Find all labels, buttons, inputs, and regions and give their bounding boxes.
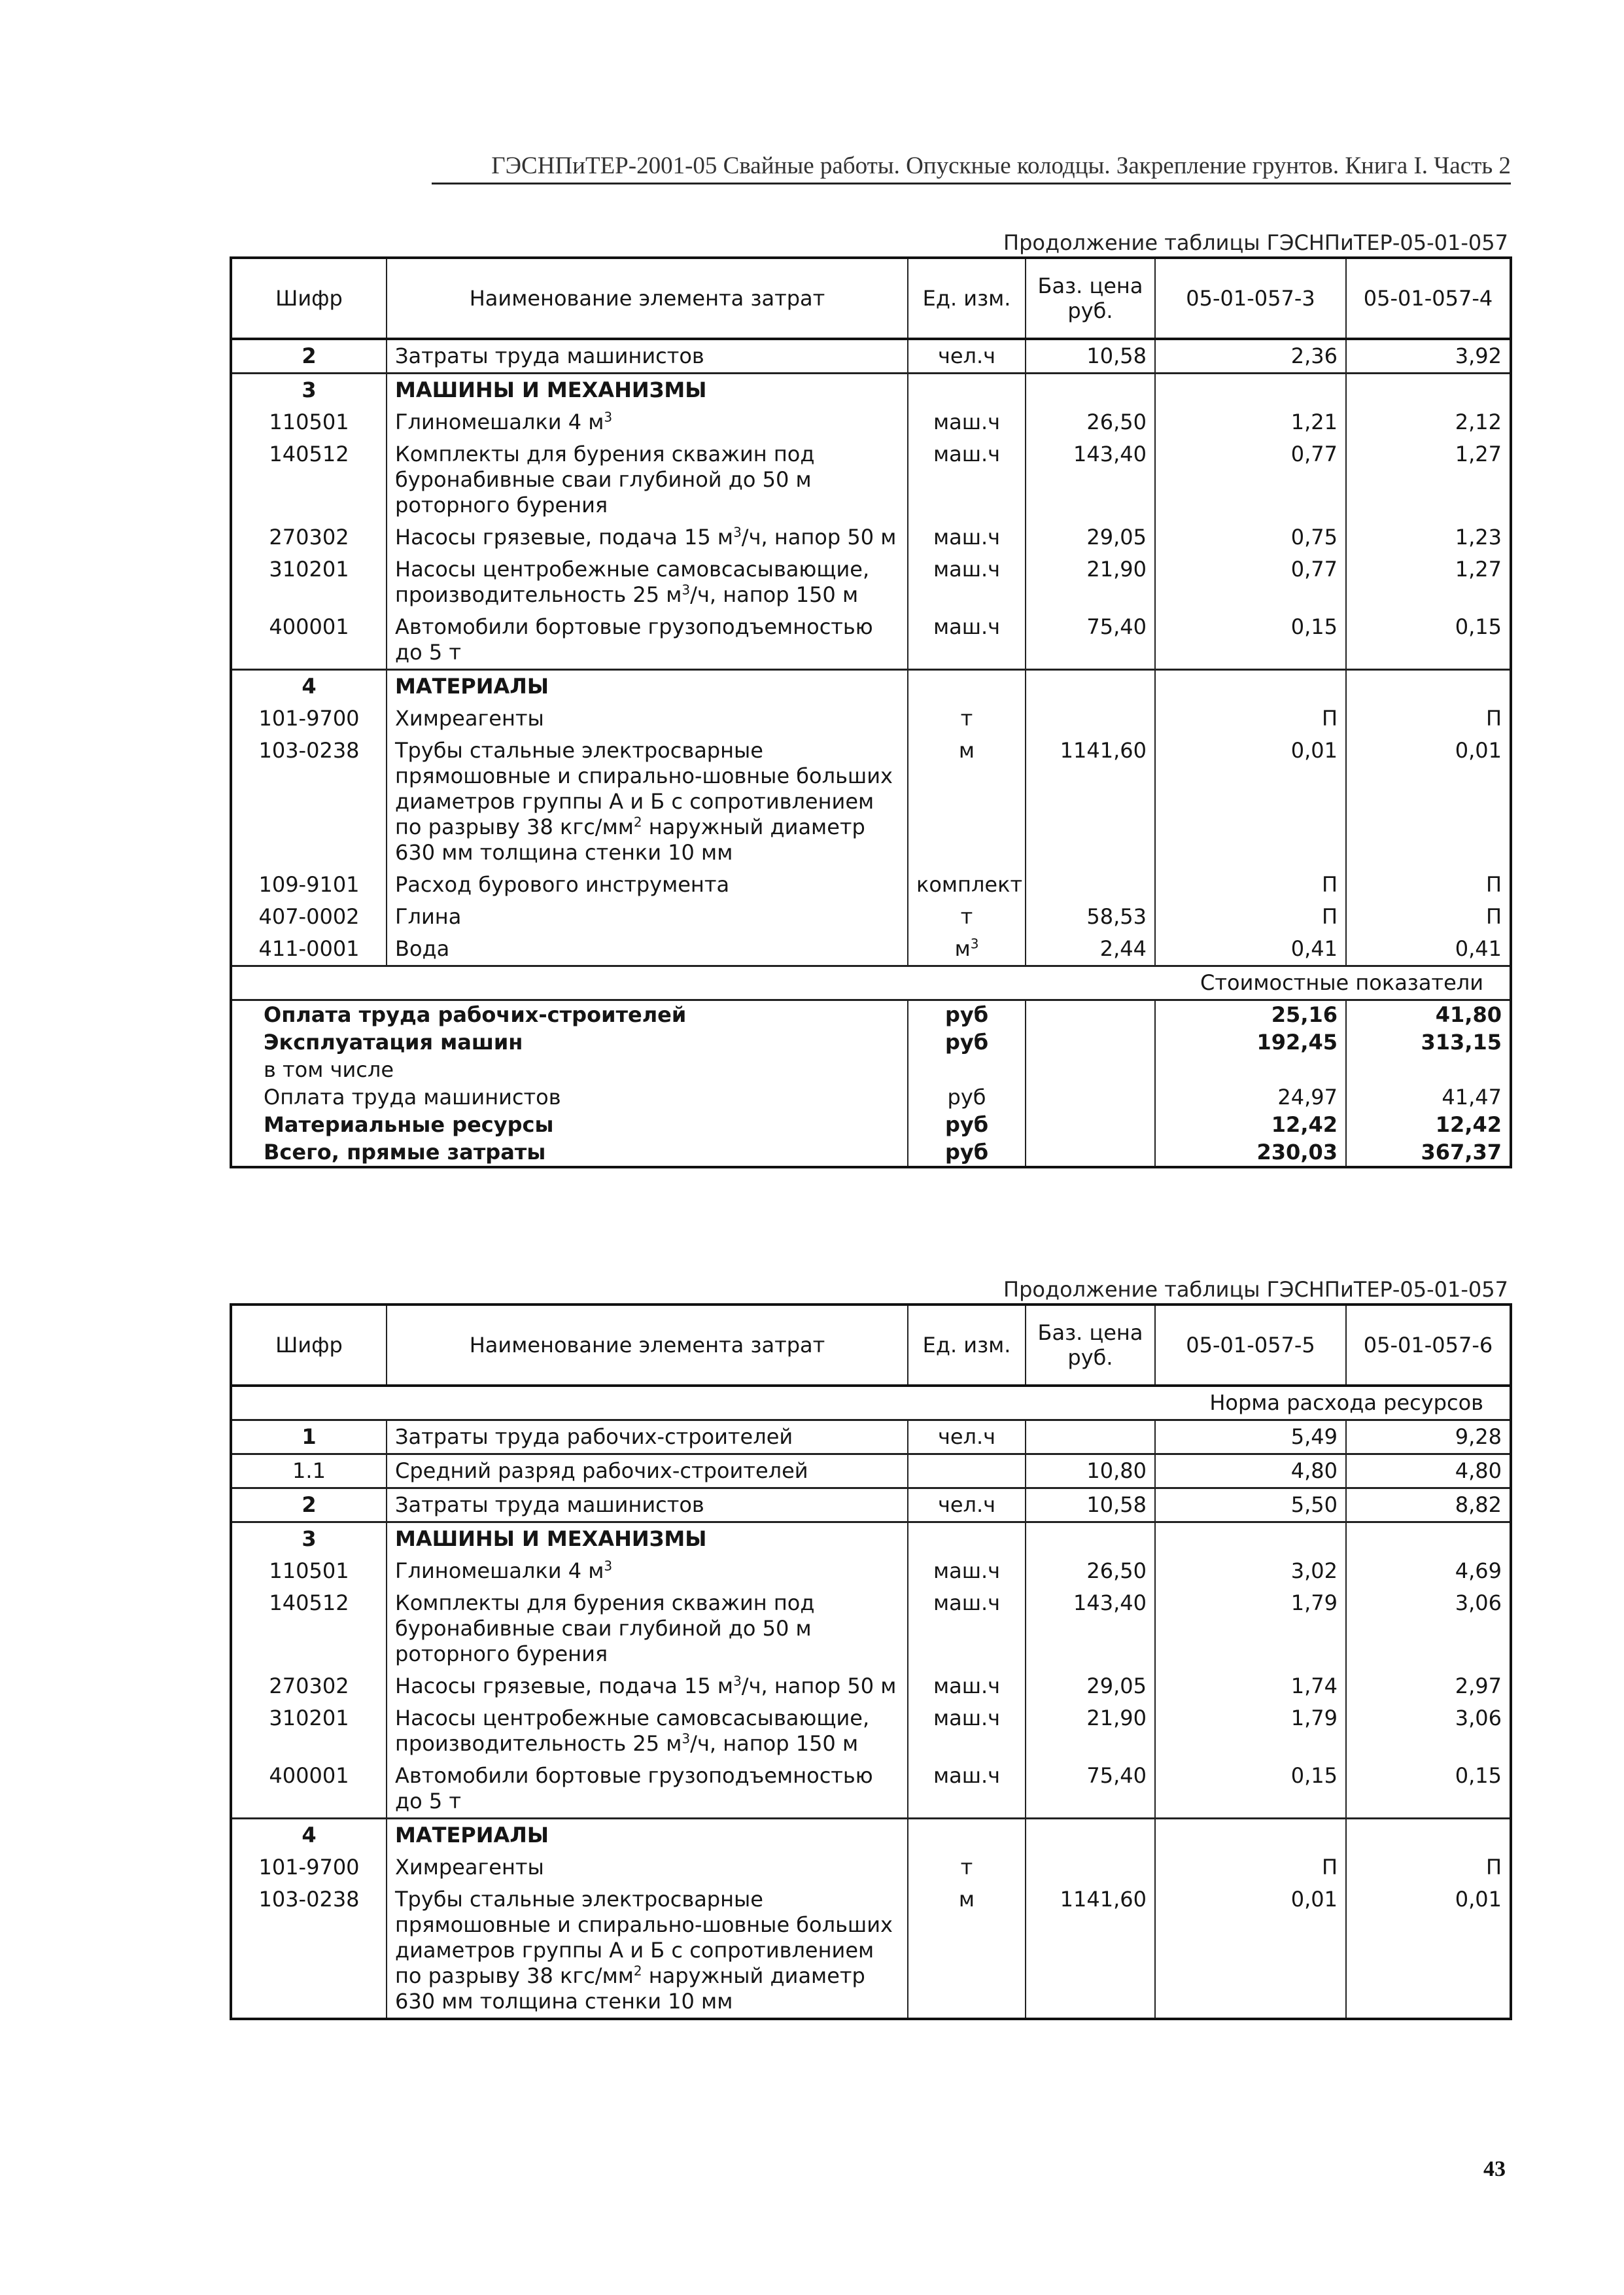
summary-unit bbox=[908, 1056, 1026, 1083]
row-name: Затраты труда машинистов bbox=[387, 339, 908, 374]
row-code: 110501 bbox=[231, 406, 387, 438]
table-row bbox=[231, 901, 1511, 933]
row-unit: комплект bbox=[908, 869, 1026, 901]
row-price: 21,90 bbox=[1026, 1702, 1155, 1760]
row-value-a: 0,15 bbox=[1155, 611, 1346, 670]
row-name: Затраты труда машинистов bbox=[387, 1488, 908, 1522]
row-unit: м bbox=[908, 735, 1026, 869]
row-code: 310201 bbox=[231, 553, 387, 611]
row-code: 400001 bbox=[231, 1760, 387, 1819]
row-value-a: 2,36 bbox=[1155, 339, 1346, 374]
summary-unit: руб bbox=[908, 1083, 1026, 1111]
section-title: МАТЕРИАЛЫ bbox=[387, 670, 908, 703]
section-row bbox=[231, 1819, 1511, 1852]
summary-row bbox=[231, 1138, 1511, 1167]
row-price: 21,90 bbox=[1026, 553, 1155, 611]
row-unit: чел.ч bbox=[908, 1420, 1026, 1454]
summary-unit: руб bbox=[908, 1138, 1026, 1167]
section-code: 4 bbox=[231, 1819, 387, 1852]
row-name: Химреагенты bbox=[387, 703, 908, 735]
row-value-b: 3,06 bbox=[1346, 1587, 1511, 1670]
summary-unit: руб bbox=[908, 1028, 1026, 1056]
table-row bbox=[231, 1420, 1511, 1454]
row-code: 400001 bbox=[231, 611, 387, 670]
row-value-b: 4,69 bbox=[1346, 1555, 1511, 1587]
row-price: 10,80 bbox=[1026, 1454, 1155, 1488]
row-name: Химреагенты bbox=[387, 1851, 908, 1883]
cost-header-row bbox=[231, 966, 1511, 1000]
row-value-a: 1,79 bbox=[1155, 1702, 1346, 1760]
row-value-a: П bbox=[1155, 869, 1346, 901]
row-value-b: П bbox=[1346, 901, 1511, 933]
row-value-b: 1,27 bbox=[1346, 438, 1511, 521]
summary-value-b: 41,47 bbox=[1346, 1083, 1511, 1111]
summary-row bbox=[231, 1056, 1511, 1083]
row-price bbox=[1026, 1851, 1155, 1883]
row-value-b: 2,97 bbox=[1346, 1670, 1511, 1702]
row-name: Затраты труда рабочих-строителей bbox=[387, 1420, 908, 1454]
col-header-price: Баз. цена руб. bbox=[1026, 1305, 1155, 1386]
row-value-a: 0,77 bbox=[1155, 438, 1346, 521]
row-unit bbox=[908, 1454, 1026, 1488]
summary-row bbox=[231, 1028, 1511, 1056]
summary-value-a: 24,97 bbox=[1155, 1083, 1346, 1111]
row-price: 29,05 bbox=[1026, 521, 1155, 553]
summary-label: Оплата труда машинистов bbox=[231, 1083, 908, 1111]
section-row bbox=[231, 374, 1511, 407]
row-value-a: 0,01 bbox=[1155, 735, 1346, 869]
row-price: 58,53 bbox=[1026, 901, 1155, 933]
row-name: Глина bbox=[387, 901, 908, 933]
col-header-b: 05-01-057-4 bbox=[1346, 258, 1511, 339]
table2 bbox=[230, 1303, 1512, 2020]
row-unit: маш.ч bbox=[908, 611, 1026, 670]
table-row bbox=[231, 735, 1511, 869]
row-code: 140512 bbox=[231, 1587, 387, 1670]
summary-value-b: 313,15 bbox=[1346, 1028, 1511, 1056]
table-row bbox=[231, 1555, 1511, 1587]
row-unit: т bbox=[908, 1851, 1026, 1883]
summary-label: Оплата труда рабочих-строителей bbox=[231, 1000, 908, 1029]
row-name: Глиномешалки 4 $м^3$ bbox=[387, 1555, 908, 1587]
row-value-a: 5,50 bbox=[1155, 1488, 1346, 1522]
row-value-b: 1,27 bbox=[1346, 553, 1511, 611]
row-value-a: 4,80 bbox=[1155, 1454, 1346, 1488]
row-value-b: 1,23 bbox=[1346, 521, 1511, 553]
row-value-a: 1,74 bbox=[1155, 1670, 1346, 1702]
summary-label: Эксплуатация машин bbox=[231, 1028, 908, 1056]
row-unit: т bbox=[908, 901, 1026, 933]
norm-header: Норма расхода ресурсов bbox=[231, 1386, 1511, 1420]
table-row bbox=[231, 869, 1511, 901]
section-code: 4 bbox=[231, 670, 387, 703]
row-value-a: 3,02 bbox=[1155, 1555, 1346, 1587]
table2-header-row bbox=[231, 1305, 1511, 1386]
row-value-b: 9,28 bbox=[1346, 1420, 1511, 1454]
col-header-price: Баз. цена руб. bbox=[1026, 258, 1155, 339]
row-code: 1.1 bbox=[231, 1454, 387, 1488]
row-value-b: П bbox=[1346, 703, 1511, 735]
table1-caption: Продолжение таблицы ГЭСНПиТЕР-05-01-057 bbox=[1003, 230, 1508, 255]
row-unit: т bbox=[908, 703, 1026, 735]
section-code: 3 bbox=[231, 374, 387, 407]
row-unit: маш.ч bbox=[908, 438, 1026, 521]
section-title: МАТЕРИАЛЫ bbox=[387, 1819, 908, 1852]
row-price bbox=[1026, 1420, 1155, 1454]
summary-value-a: 230,03 bbox=[1155, 1138, 1346, 1167]
row-unit: маш.ч bbox=[908, 1670, 1026, 1702]
row-value-a: 0,15 bbox=[1155, 1760, 1346, 1819]
col-header-code: Шифр bbox=[231, 258, 387, 339]
row-price: 29,05 bbox=[1026, 1670, 1155, 1702]
summary-value-b: 41,80 bbox=[1346, 1000, 1511, 1029]
table-row bbox=[231, 1702, 1511, 1760]
row-unit: маш.ч bbox=[908, 1760, 1026, 1819]
row-name: Вода bbox=[387, 933, 908, 966]
col-header-a: 05-01-057-5 bbox=[1155, 1305, 1346, 1386]
row-price: 1141,60 bbox=[1026, 735, 1155, 869]
row-code: 103-0238 bbox=[231, 1883, 387, 2019]
row-unit: маш.ч bbox=[908, 553, 1026, 611]
row-value-b: 8,82 bbox=[1346, 1488, 1511, 1522]
table-row bbox=[231, 1488, 1511, 1522]
col-header-code: Шифр bbox=[231, 1305, 387, 1386]
row-unit: маш.ч bbox=[908, 1702, 1026, 1760]
cost-header: Стоимостные показатели bbox=[231, 966, 1511, 1000]
row-value-a: 0,77 bbox=[1155, 553, 1346, 611]
row-code: 2 bbox=[231, 1488, 387, 1522]
col-header-unit: Ед. изм. bbox=[908, 1305, 1026, 1386]
norm-header-row bbox=[231, 1386, 1511, 1420]
table1 bbox=[230, 256, 1512, 1168]
row-value-b: 4,80 bbox=[1346, 1454, 1511, 1488]
row-code: 407-0002 bbox=[231, 901, 387, 933]
row-code: 1 bbox=[231, 1420, 387, 1454]
row-name: Средний разряд рабочих-строителей bbox=[387, 1454, 908, 1488]
row-value-b: 3,92 bbox=[1346, 339, 1511, 374]
row-value-a: 0,41 bbox=[1155, 933, 1346, 966]
row-code: 2 bbox=[231, 339, 387, 374]
table-row bbox=[231, 703, 1511, 735]
summary-value-a: 25,16 bbox=[1155, 1000, 1346, 1029]
row-price bbox=[1026, 869, 1155, 901]
row-value-b: 2,12 bbox=[1346, 406, 1511, 438]
summary-row bbox=[231, 1111, 1511, 1138]
page-number: 43 bbox=[1483, 2157, 1506, 2181]
summary-label: Всего, прямые затраты bbox=[231, 1138, 908, 1167]
table-row bbox=[231, 1883, 1511, 2019]
page-header: ГЭСНПиТЕР-2001-05 Свайные работы. Опускные колодцы. Закрепление грунтов. Книга I. Часть 2 bbox=[432, 152, 1511, 184]
col-header-name: Наименование элемента затрат bbox=[387, 258, 908, 339]
summary-value-b: 367,37 bbox=[1346, 1138, 1511, 1167]
row-name: Глиномешалки 4 $м^3$ bbox=[387, 406, 908, 438]
row-code: 109-9101 bbox=[231, 869, 387, 901]
table2-caption: Продолжение таблицы ГЭСНПиТЕР-05-01-057 bbox=[1003, 1277, 1508, 1302]
summary-label: в том числе bbox=[231, 1056, 908, 1083]
table-row bbox=[231, 438, 1511, 521]
row-value-b: П bbox=[1346, 869, 1511, 901]
row-unit: маш.ч bbox=[908, 1587, 1026, 1670]
row-value-a: П bbox=[1155, 703, 1346, 735]
table-row bbox=[231, 553, 1511, 611]
table-row bbox=[231, 611, 1511, 670]
summary-row bbox=[231, 1000, 1511, 1029]
row-name: Автомобили бортовые грузоподъемностью до 5 т bbox=[387, 1760, 908, 1819]
row-value-a: 0,01 bbox=[1155, 1883, 1346, 2019]
section-row bbox=[231, 1522, 1511, 1556]
summary-row bbox=[231, 1083, 1511, 1111]
row-value-b: 0,01 bbox=[1346, 735, 1511, 869]
row-value-a: 1,21 bbox=[1155, 406, 1346, 438]
table-row bbox=[231, 339, 1511, 374]
row-unit: м bbox=[908, 1883, 1026, 2019]
row-value-a: 1,79 bbox=[1155, 1587, 1346, 1670]
row-code: 270302 bbox=[231, 1670, 387, 1702]
row-price: 143,40 bbox=[1026, 1587, 1155, 1670]
row-name: Расход бурового инструмента bbox=[387, 869, 908, 901]
summary-value-a bbox=[1155, 1056, 1346, 1083]
row-code: 103-0238 bbox=[231, 735, 387, 869]
section-row bbox=[231, 670, 1511, 703]
col-header-a: 05-01-057-3 bbox=[1155, 258, 1346, 339]
summary-value-b: 12,42 bbox=[1346, 1111, 1511, 1138]
row-name: Комплекты для бурения скважин под буронабивные сваи глубиной до 50 м роторного бурения bbox=[387, 438, 908, 521]
section-code: 3 bbox=[231, 1522, 387, 1556]
table-row bbox=[231, 521, 1511, 553]
row-price: 75,40 bbox=[1026, 1760, 1155, 1819]
table-row bbox=[231, 1587, 1511, 1670]
row-value-b: 0,15 bbox=[1346, 1760, 1511, 1819]
col-header-b: 05-01-057-6 bbox=[1346, 1305, 1511, 1386]
row-price: 75,40 bbox=[1026, 611, 1155, 670]
table-row bbox=[231, 1670, 1511, 1702]
row-value-a: 0,75 bbox=[1155, 521, 1346, 553]
row-code: 110501 bbox=[231, 1555, 387, 1587]
row-value-b: П bbox=[1346, 1851, 1511, 1883]
summary-value-a: 192,45 bbox=[1155, 1028, 1346, 1056]
row-code: 310201 bbox=[231, 1702, 387, 1760]
row-value-a: П bbox=[1155, 901, 1346, 933]
table1-header-row bbox=[231, 258, 1511, 339]
row-code: 140512 bbox=[231, 438, 387, 521]
row-unit: $м^3$ bbox=[908, 933, 1026, 966]
col-header-unit: Ед. изм. bbox=[908, 258, 1026, 339]
summary-unit: руб bbox=[908, 1000, 1026, 1029]
row-unit: маш.ч bbox=[908, 406, 1026, 438]
row-value-b: 0,41 bbox=[1346, 933, 1511, 966]
row-unit: чел.ч bbox=[908, 1488, 1026, 1522]
row-name: Комплекты для бурения скважин под буронабивные сваи глубиной до 50 м роторного бурения bbox=[387, 1587, 908, 1670]
table-row bbox=[231, 406, 1511, 438]
row-name: Насосы центробежные самовсасывающие, производительность 25 $м^3/ч$, напор 150 м bbox=[387, 1702, 908, 1760]
row-price: 143,40 bbox=[1026, 438, 1155, 521]
row-value-b: 3,06 bbox=[1346, 1702, 1511, 1760]
summary-value-a: 12,42 bbox=[1155, 1111, 1346, 1138]
section-title: МАШИНЫ И МЕХАНИЗМЫ bbox=[387, 374, 908, 407]
row-name: Трубы стальные электросварные прямошовные и спирально-шовные больших диаметров группы А и Б с сопротивлением по разрыву 38 кгс/$мм^2$ наружный диаметр 630 мм толщина стенки 10 мм bbox=[387, 735, 908, 869]
row-unit: чел.ч bbox=[908, 339, 1026, 374]
row-name: Трубы стальные электросварные прямошовные и спирально-шовные больших диаметров группы А и Б с сопротивлением по разрыву 38 кгс/$мм^2$ наружный диаметр 630 мм толщина стенки 10 мм bbox=[387, 1883, 908, 2019]
section-title: МАШИНЫ И МЕХАНИЗМЫ bbox=[387, 1522, 908, 1556]
row-code: 270302 bbox=[231, 521, 387, 553]
row-price: 2,44 bbox=[1026, 933, 1155, 966]
summary-label: Материальные ресурсы bbox=[231, 1111, 908, 1138]
row-value-a: П bbox=[1155, 1851, 1346, 1883]
summary-unit: руб bbox=[908, 1111, 1026, 1138]
row-unit: маш.ч bbox=[908, 1555, 1026, 1587]
table-row bbox=[231, 1760, 1511, 1819]
row-code: 101-9700 bbox=[231, 703, 387, 735]
table-row bbox=[231, 1454, 1511, 1488]
row-price: 10,58 bbox=[1026, 1488, 1155, 1522]
summary-value-b bbox=[1346, 1056, 1511, 1083]
row-name: Автомобили бортовые грузоподъемностью до 5 т bbox=[387, 611, 908, 670]
row-code: 101-9700 bbox=[231, 1851, 387, 1883]
row-value-a: 5,49 bbox=[1155, 1420, 1346, 1454]
row-price: 26,50 bbox=[1026, 1555, 1155, 1587]
row-name: Насосы грязевые, подача 15 $м^3/ч$, напор 50 м bbox=[387, 1670, 908, 1702]
row-price: 26,50 bbox=[1026, 406, 1155, 438]
row-price bbox=[1026, 703, 1155, 735]
row-value-b: 0,01 bbox=[1346, 1883, 1511, 2019]
row-price: 1141,60 bbox=[1026, 1883, 1155, 2019]
table-row bbox=[231, 933, 1511, 966]
row-name: Насосы центробежные самовсасывающие, производительность 25 $м^3/ч$, напор 150 м bbox=[387, 553, 908, 611]
row-value-b: 0,15 bbox=[1346, 611, 1511, 670]
row-name: Насосы грязевые, подача 15 $м^3/ч$, напор 50 м bbox=[387, 521, 908, 553]
row-code: 411-0001 bbox=[231, 933, 387, 966]
table-row bbox=[231, 1851, 1511, 1883]
row-unit: маш.ч bbox=[908, 521, 1026, 553]
row-price: 10,58 bbox=[1026, 339, 1155, 374]
col-header-name: Наименование элемента затрат bbox=[387, 1305, 908, 1386]
